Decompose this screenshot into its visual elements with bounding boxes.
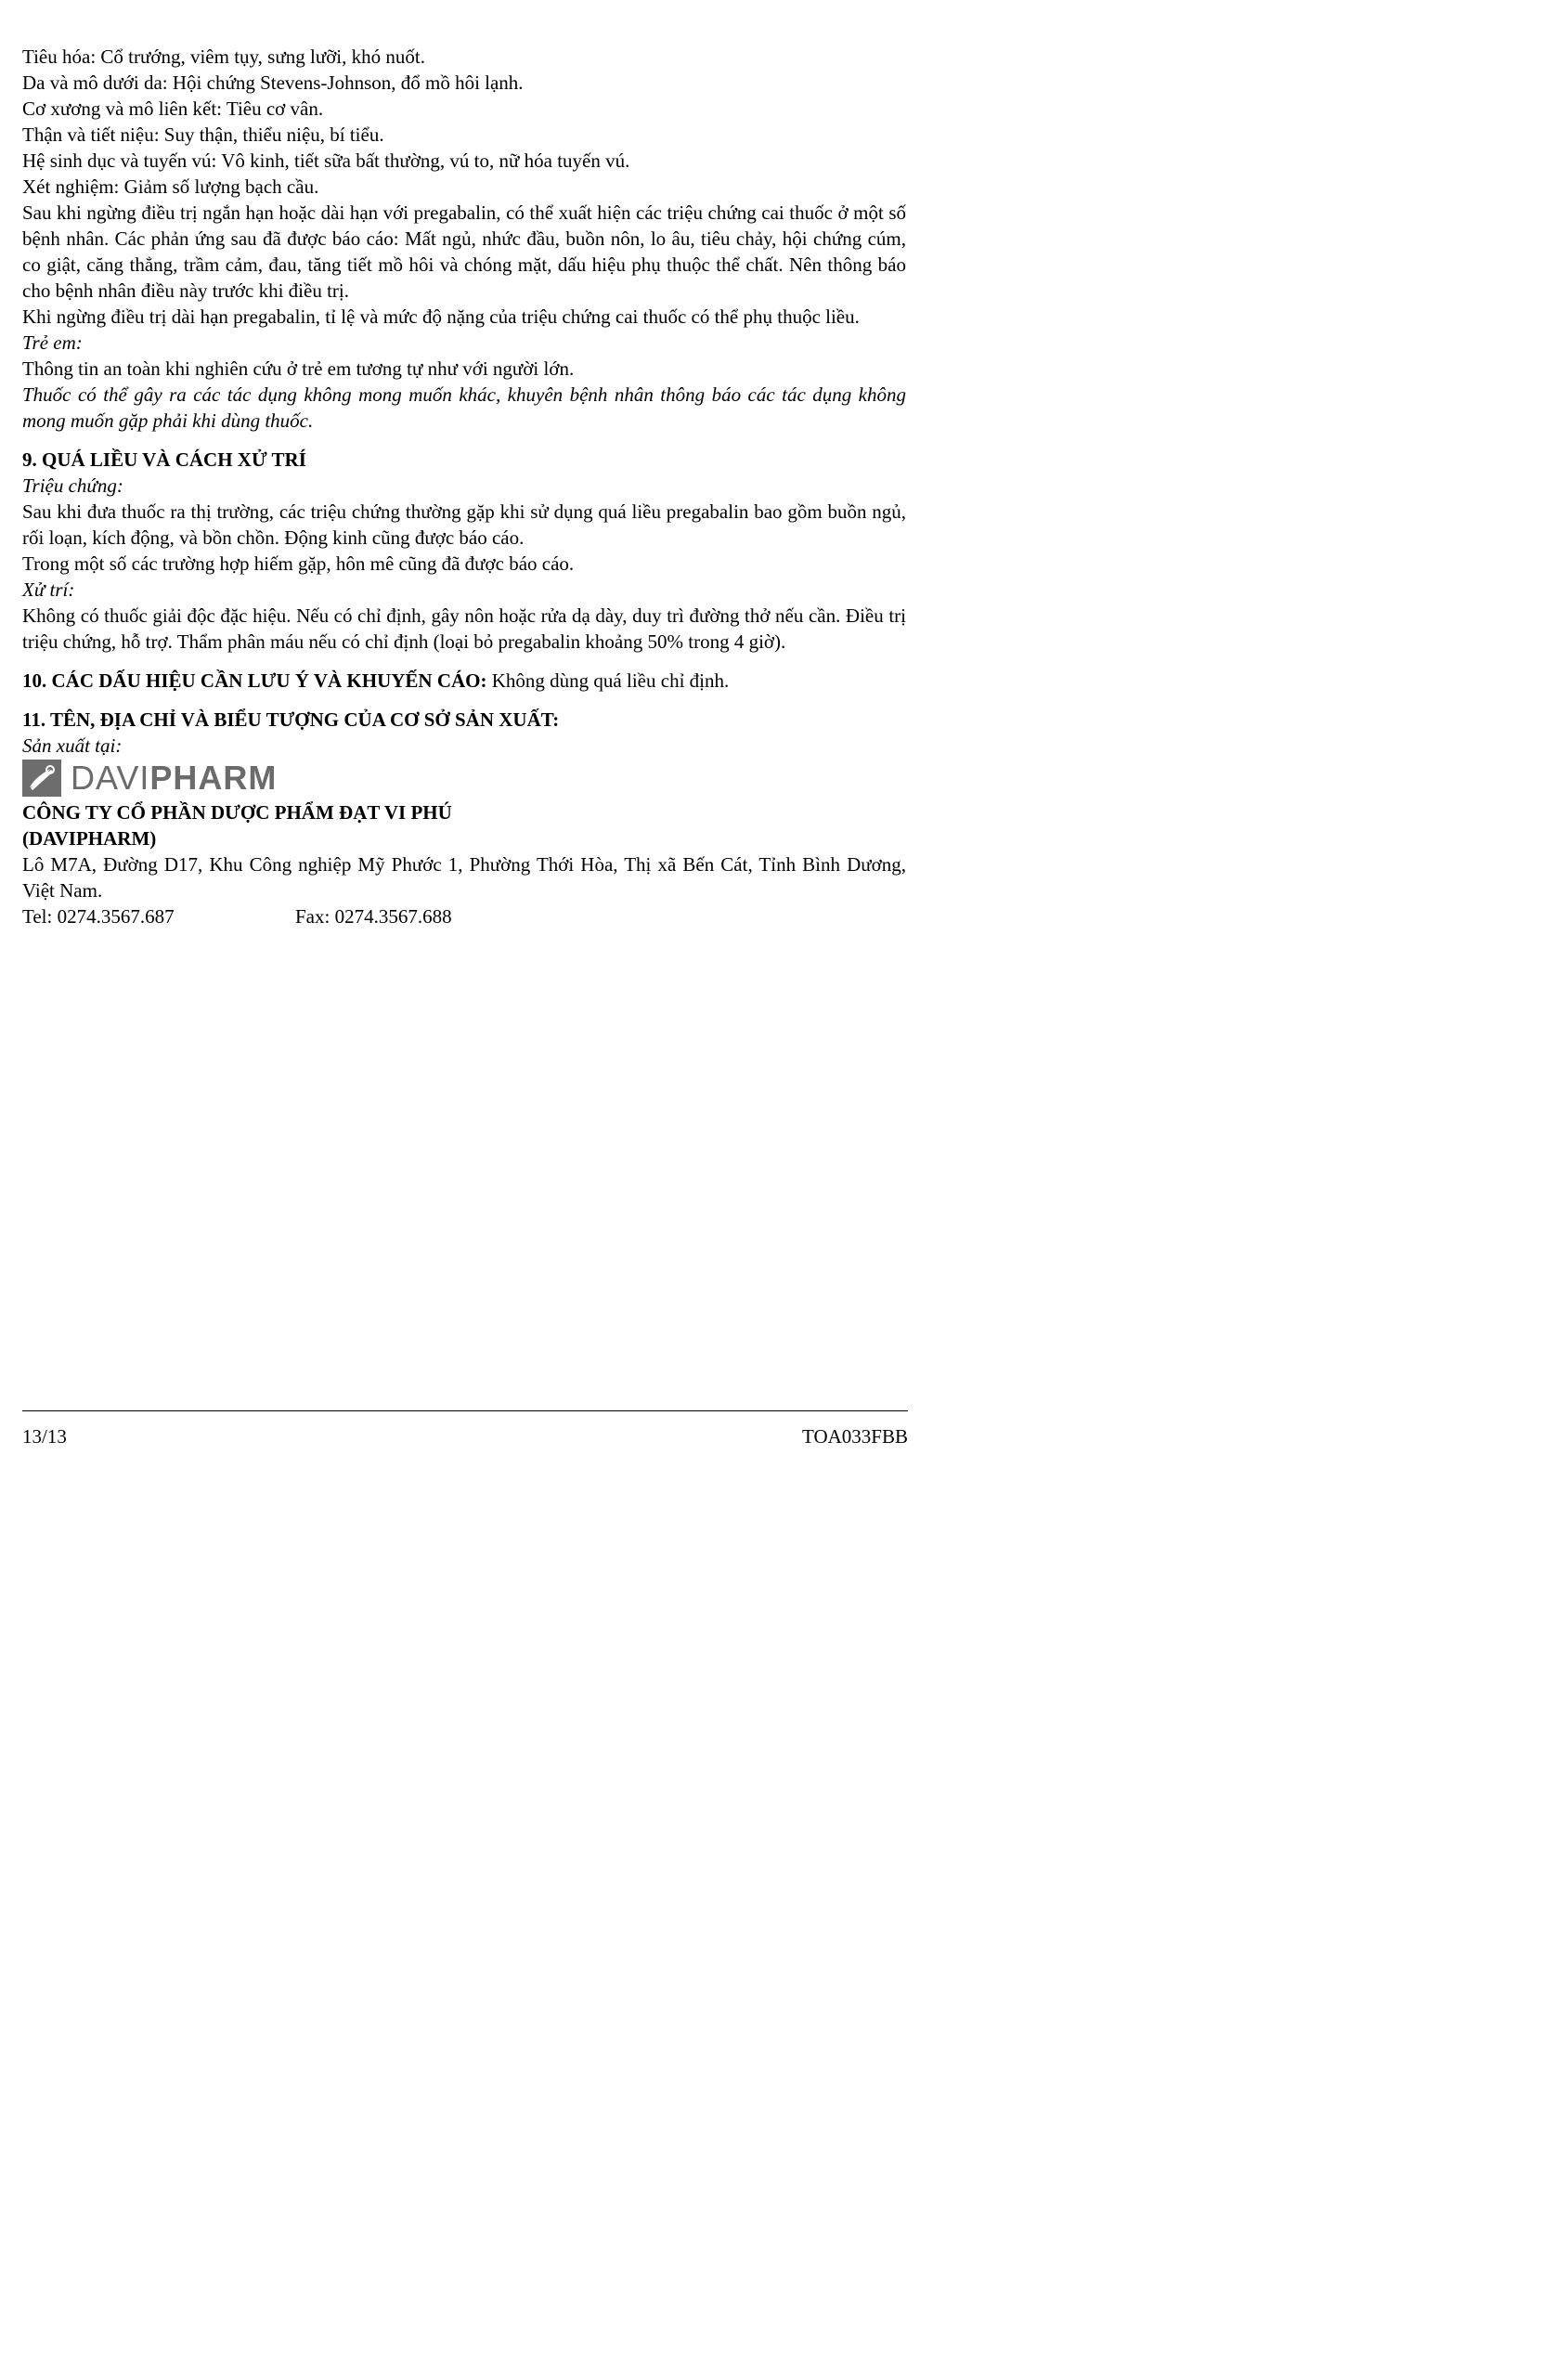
- document-code: TOA033FBB: [802, 1425, 908, 1448]
- davipharm-wordmark: [71, 760, 277, 797]
- company-name: CÔNG TY CỔ PHẦN DƯỢC PHẨM ĐẠT VI PHÚ: [22, 801, 452, 824]
- rare-cases-text: Trong một số các trường hợp hiếm gặp, hôn mê cũng đã được báo cáo.: [22, 552, 575, 575]
- children-label: Trẻ em:: [22, 331, 83, 354]
- wordmark-davi: DAVI: [71, 759, 150, 797]
- company-address: Lô M7A, Đường D17, Khu Công nghiệp Mỹ Phước 1, Phường Thới Hòa, Thị xã Bến Cát, Tỉnh Bình Dương, Việt Nam.: [22, 853, 906, 902]
- adverse-line-renal: Thận và tiết niệu: Suy thận, thiểu niệu, bí tiểu.: [22, 123, 384, 146]
- section-10-text: Không dùng quá liều chỉ định.: [486, 669, 730, 692]
- symptoms-text: Sau khi đưa thuốc ra thị trường, các triệu chứng thường gặp khi sử dụng quá liều pregabalin bao gồm buồn ngủ, rối loạn, kích động, và bồn chồn. Động kinh cũng được báo cáo.: [22, 500, 906, 549]
- telephone: Tel: 0274.3567.687: [22, 905, 175, 928]
- long-term-paragraph: Khi ngừng điều trị dài hạn pregabalin, tỉ lệ và mức độ nặng của triệu chứng cai thuốc có thể phụ thuộc liều.: [22, 305, 860, 328]
- treatment-label: Xử trí:: [22, 578, 75, 601]
- made-at-label: Sản xuất tại:: [22, 734, 123, 757]
- fax: Fax: 0274.3567.688: [295, 905, 452, 928]
- document-page: [22, 44, 906, 929]
- children-text: Thông tin an toàn khi nghiên cứu ở trẻ em tương tự như với người lớn.: [22, 357, 575, 380]
- company-short-name: (DAVIPHARM): [22, 827, 157, 850]
- section-10: [22, 668, 906, 694]
- symptoms-label: Triệu chứng:: [22, 474, 123, 497]
- advice-paragraph: Thuốc có thể gây ra các tác dụng không mong muốn khác, khuyên bệnh nhân thông báo các tác dụng không mong muốn gặp phải khi dùng thuốc.: [22, 383, 906, 432]
- contact-row: [22, 903, 906, 929]
- adverse-line-skin: Da và mô dưới da: Hội chứng Stevens-Johnson, đổ mồ hôi lạnh.: [22, 71, 524, 94]
- section-11-heading: 11. TÊN, ĐỊA CHỈ VÀ BIỂU TƯỢNG CỦA CƠ SỞ SẢN XUẤT:: [22, 708, 560, 731]
- page-number: 13/13: [22, 1425, 67, 1448]
- davipharm-logo: [22, 759, 906, 798]
- adverse-line-digestive: Tiêu hóa: Cổ trướng, viêm tụy, sưng lưỡi, khó nuốt.: [22, 45, 425, 68]
- adverse-line-musculoskeletal: Cơ xương và mô liên kết: Tiêu cơ vân.: [22, 97, 324, 120]
- davipharm-emblem-icon: [22, 760, 61, 797]
- treatment-text: Không có thuốc giải độc đặc hiệu. Nếu có chỉ định, gây nôn hoặc rửa dạ dày, duy trì đường thở nếu cần. Điều trị triệu chứng, hỗ trợ. Thẩm phân máu nếu có chỉ định (loại bỏ pregabalin khoảng 50% trong 4 giờ).: [22, 604, 906, 653]
- page-footer: [22, 1424, 908, 1448]
- footer-divider: [22, 1410, 908, 1411]
- section-10-heading: 10. CÁC DẤU HIỆU CẦN LƯU Ý VÀ KHUYẾN CÁO:: [22, 669, 487, 692]
- adverse-line-reproductive: Hệ sinh dục và tuyến vú: Vô kinh, tiết sữa bất thường, vú to, nữ hóa tuyến vú.: [22, 149, 630, 172]
- withdrawal-paragraph: Sau khi ngừng điều trị ngắn hạn hoặc dài hạn với pregabalin, có thể xuất hiện các triệu chứng cai thuốc ở một số bệnh nhân. Các phản ứng sau đã được báo cáo: Mất ngủ, nhức đầu, buồn nôn, lo âu, tiêu chảy, hội chứng cúm, co giật, căng thẳng, trầm cảm, đau, tăng tiết mồ hôi và chóng mặt, dấu hiệu phụ thuộc thể chất. Nên thông báo cho bệnh nhân điều này trước khi điều trị.: [22, 201, 906, 302]
- adverse-line-lab: Xét nghiệm: Giảm số lượng bạch cầu.: [22, 175, 319, 198]
- section-9-heading: 9. QUÁ LIỀU VÀ CÁCH XỬ TRÍ: [22, 448, 306, 471]
- wordmark-pharm: PHARM: [149, 759, 278, 797]
